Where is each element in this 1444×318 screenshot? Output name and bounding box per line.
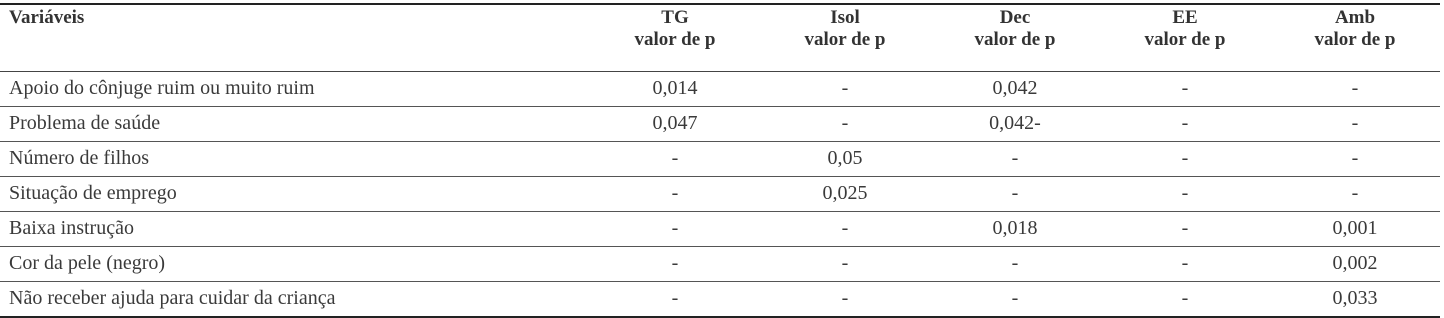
cell-isol: - bbox=[760, 246, 930, 281]
cell-isol: - bbox=[760, 211, 930, 246]
cell-amb: - bbox=[1270, 141, 1440, 176]
row-label: Problema de saúde bbox=[0, 106, 590, 141]
table-row bbox=[0, 281, 1440, 317]
header-dec-sub: valor de p bbox=[974, 29, 1056, 50]
cell-dec: 0,018 bbox=[930, 211, 1100, 246]
cell-tg: - bbox=[590, 211, 760, 246]
results-table bbox=[0, 3, 1440, 318]
cell-tg: - bbox=[590, 176, 760, 211]
header-ee bbox=[1100, 4, 1270, 71]
cell-ee: - bbox=[1100, 176, 1270, 211]
cell-isol: 0,05 bbox=[760, 141, 930, 176]
cell-ee: - bbox=[1100, 106, 1270, 141]
cell-tg: - bbox=[590, 281, 760, 317]
cell-isol: - bbox=[760, 281, 930, 317]
table-header bbox=[0, 4, 1440, 71]
cell-dec: - bbox=[930, 281, 1100, 317]
cell-isol: - bbox=[760, 71, 930, 106]
cell-dec: - bbox=[930, 176, 1100, 211]
header-isol-sub: valor de p bbox=[804, 29, 886, 50]
row-label: Número de filhos bbox=[0, 141, 590, 176]
header-amb-sub: valor de p bbox=[1314, 29, 1396, 50]
cell-ee: - bbox=[1100, 281, 1270, 317]
cell-isol: 0,025 bbox=[760, 176, 930, 211]
cell-ee: - bbox=[1100, 71, 1270, 106]
cell-ee: - bbox=[1100, 246, 1270, 281]
cell-amb: - bbox=[1270, 176, 1440, 211]
table-row bbox=[0, 246, 1440, 281]
header-amb bbox=[1270, 4, 1440, 71]
header-dec bbox=[930, 4, 1100, 71]
header-ee-name: EE bbox=[1172, 7, 1198, 28]
header-dec-name: Dec bbox=[999, 7, 1031, 28]
row-label: Apoio do cônjuge ruim ou muito ruim bbox=[0, 71, 590, 106]
cell-dec: - bbox=[930, 141, 1100, 176]
header-isol-name: Isol bbox=[830, 7, 860, 28]
table-row bbox=[0, 106, 1440, 141]
row-label: Cor da pele (negro) bbox=[0, 246, 590, 281]
header-ee-sub: valor de p bbox=[1144, 29, 1226, 50]
cell-tg: - bbox=[590, 141, 760, 176]
header-tg-name: TG bbox=[661, 7, 689, 28]
cell-dec: 0,042- bbox=[930, 106, 1100, 141]
cell-amb: 0,001 bbox=[1270, 211, 1440, 246]
table-row bbox=[0, 211, 1440, 246]
cell-amb: - bbox=[1270, 71, 1440, 106]
cell-dec: - bbox=[930, 246, 1100, 281]
table-row bbox=[0, 141, 1440, 176]
cell-amb: 0,002 bbox=[1270, 246, 1440, 281]
header-isol bbox=[760, 4, 930, 71]
row-label: Situação de emprego bbox=[0, 176, 590, 211]
header-tg-sub: valor de p bbox=[634, 29, 716, 50]
row-label: Não receber ajuda para cuidar da criança bbox=[0, 281, 590, 317]
cell-ee: - bbox=[1100, 211, 1270, 246]
cell-tg: 0,047 bbox=[590, 106, 760, 141]
cell-tg: 0,014 bbox=[590, 71, 760, 106]
header-amb-name: Amb bbox=[1334, 7, 1376, 28]
header-variaveis: Variáveis bbox=[9, 7, 85, 28]
cell-ee: - bbox=[1100, 141, 1270, 176]
table-body bbox=[0, 71, 1440, 317]
cell-tg: - bbox=[590, 246, 760, 281]
row-label: Baixa instrução bbox=[0, 211, 590, 246]
table-row bbox=[0, 71, 1440, 106]
cell-amb: - bbox=[1270, 106, 1440, 141]
header-tg bbox=[590, 4, 760, 71]
cell-amb: 0,033 bbox=[1270, 281, 1440, 317]
table-row bbox=[0, 176, 1440, 211]
cell-isol: - bbox=[760, 106, 930, 141]
cell-dec: 0,042 bbox=[930, 71, 1100, 106]
